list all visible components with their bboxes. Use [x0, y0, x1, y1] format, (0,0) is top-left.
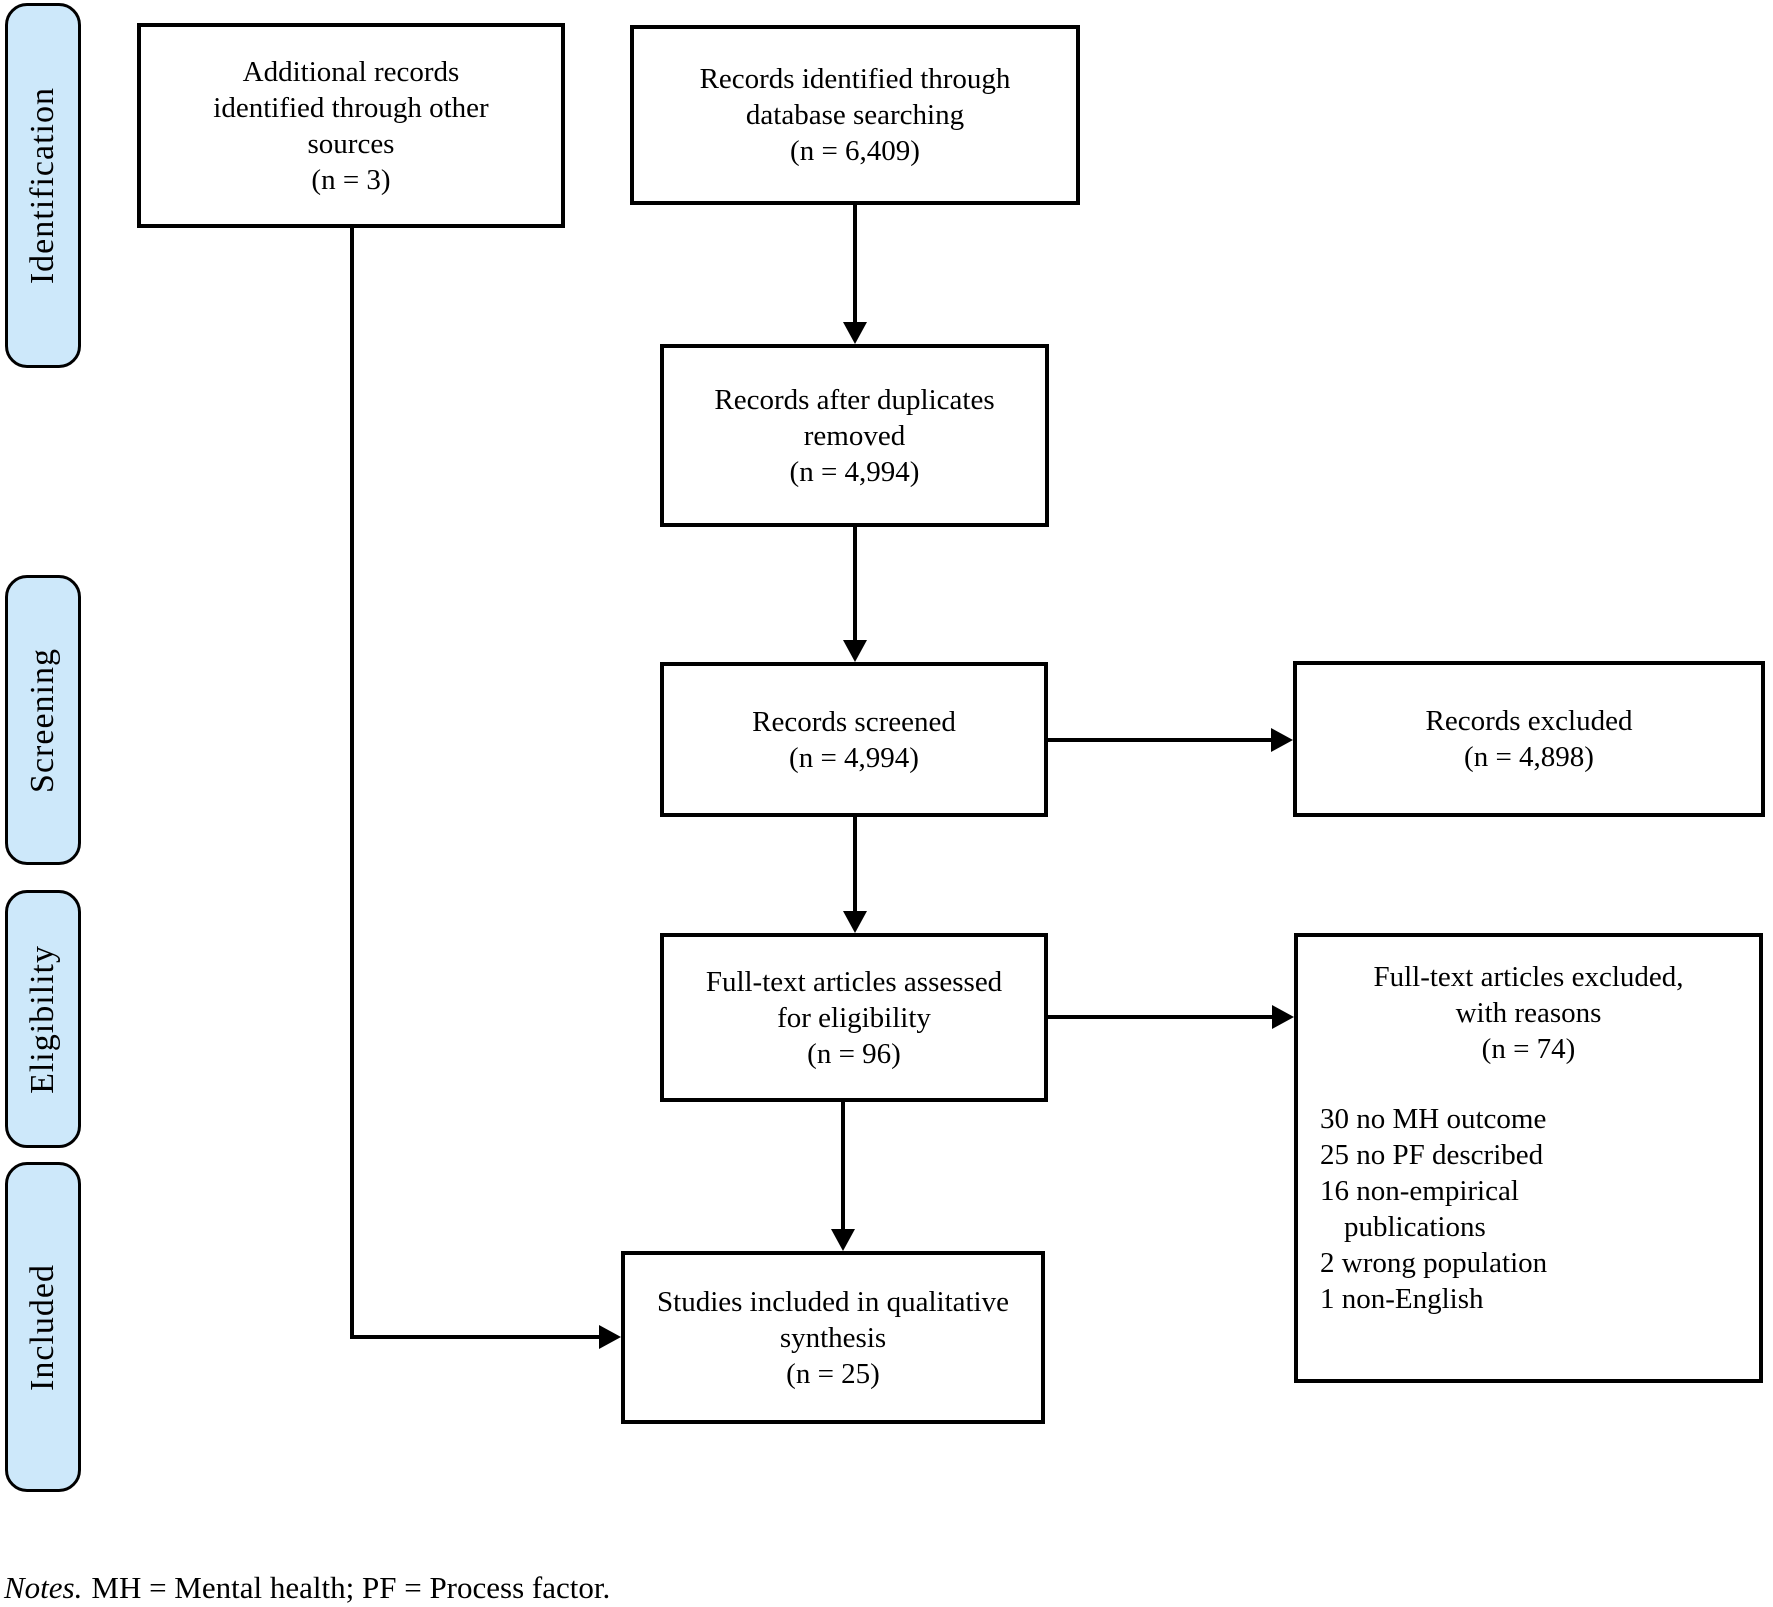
box-additional-records [137, 23, 565, 228]
exclusion-reason: 16 non-empirical [1320, 1175, 1519, 1207]
stage-identification [5, 3, 81, 368]
arrowhead-screened-to-assessed [843, 911, 867, 933]
box-duplicates-removed-line: Records after duplicates [714, 383, 995, 416]
stage-screening [5, 575, 81, 865]
box-records-excluded [1293, 661, 1765, 817]
box-database-records [630, 25, 1080, 205]
box-fulltext-assessed-count: (n = 96) [807, 1037, 901, 1070]
box-studies-included-line: Studies included in qualitative [657, 1285, 1009, 1318]
box-fulltext-excluded-line: with reasons [1455, 997, 1602, 1029]
box-additional-records-count: (n = 3) [311, 163, 391, 196]
arrowhead-screened-to-excluded [1271, 728, 1293, 752]
box-duplicates-removed-count: (n = 4,994) [789, 455, 920, 488]
box-studies-included-line: synthesis [779, 1321, 887, 1354]
box-records-excluded-count: (n = 4,898) [1464, 741, 1594, 773]
stage-screening-label: Screening [24, 647, 61, 793]
notes-text: MH = Mental health; PF = Process factor. [91, 1570, 611, 1605]
box-fulltext-assessed-line: for eligibility [777, 1001, 931, 1034]
stage-included [5, 1162, 81, 1492]
arrowhead-assessed-to-included [831, 1229, 855, 1251]
box-database-records-line: Records identified through [699, 63, 1011, 95]
arrowhead-assessed-to-ft-excluded [1272, 1005, 1294, 1029]
box-fulltext-excluded-count: (n = 74) [1481, 1033, 1576, 1065]
arrowhead-duplicates-to-screened [843, 640, 867, 662]
stage-included-label: Included [24, 1263, 61, 1391]
exclusion-reason: 25 no PF described [1320, 1139, 1544, 1171]
notes-line [4, 1569, 610, 1607]
box-fulltext-excluded-line: Full-text articles excluded, [1373, 961, 1684, 993]
exclusion-reason: 1 non-English [1320, 1283, 1484, 1315]
box-fulltext-excluded [1294, 933, 1763, 1383]
box-duplicates-removed [660, 344, 1049, 527]
arrow-additional-to-included [352, 228, 601, 1337]
exclusion-reason-list [1298, 1101, 1759, 1317]
exclusion-reason: 30 no MH outcome [1320, 1103, 1547, 1135]
stage-identification-label: Identification [24, 86, 61, 285]
arrowhead-additional-to-included [599, 1325, 621, 1349]
box-studies-included-count: (n = 25) [786, 1357, 880, 1390]
box-records-screened-line: Records screened [752, 705, 956, 738]
box-database-records-line: database searching [745, 99, 965, 131]
exclusion-reason-continuation: publications [1344, 1211, 1486, 1243]
box-fulltext-assessed-line: Full-text articles assessed [705, 965, 1003, 998]
box-duplicates-removed-line: removed [803, 419, 906, 452]
box-additional-records-line: Additional records [242, 55, 460, 88]
box-records-excluded-line: Records excluded [1425, 705, 1633, 737]
box-database-records-count: (n = 6,409) [790, 135, 920, 167]
exclusion-reason: 2 wrong population [1320, 1247, 1548, 1279]
box-records-screened-count: (n = 4,994) [789, 741, 919, 774]
notes-label: Notes. [4, 1570, 83, 1605]
stage-eligibility [5, 890, 81, 1148]
box-fulltext-assessed [660, 933, 1048, 1102]
box-studies-included [621, 1251, 1045, 1424]
stage-eligibility-label: Eligibility [24, 944, 61, 1094]
arrowhead-database-to-duplicates [843, 322, 867, 344]
box-additional-records-line: identified through other [213, 91, 489, 124]
box-additional-records-line: sources [307, 127, 395, 160]
box-records-screened [660, 662, 1048, 817]
